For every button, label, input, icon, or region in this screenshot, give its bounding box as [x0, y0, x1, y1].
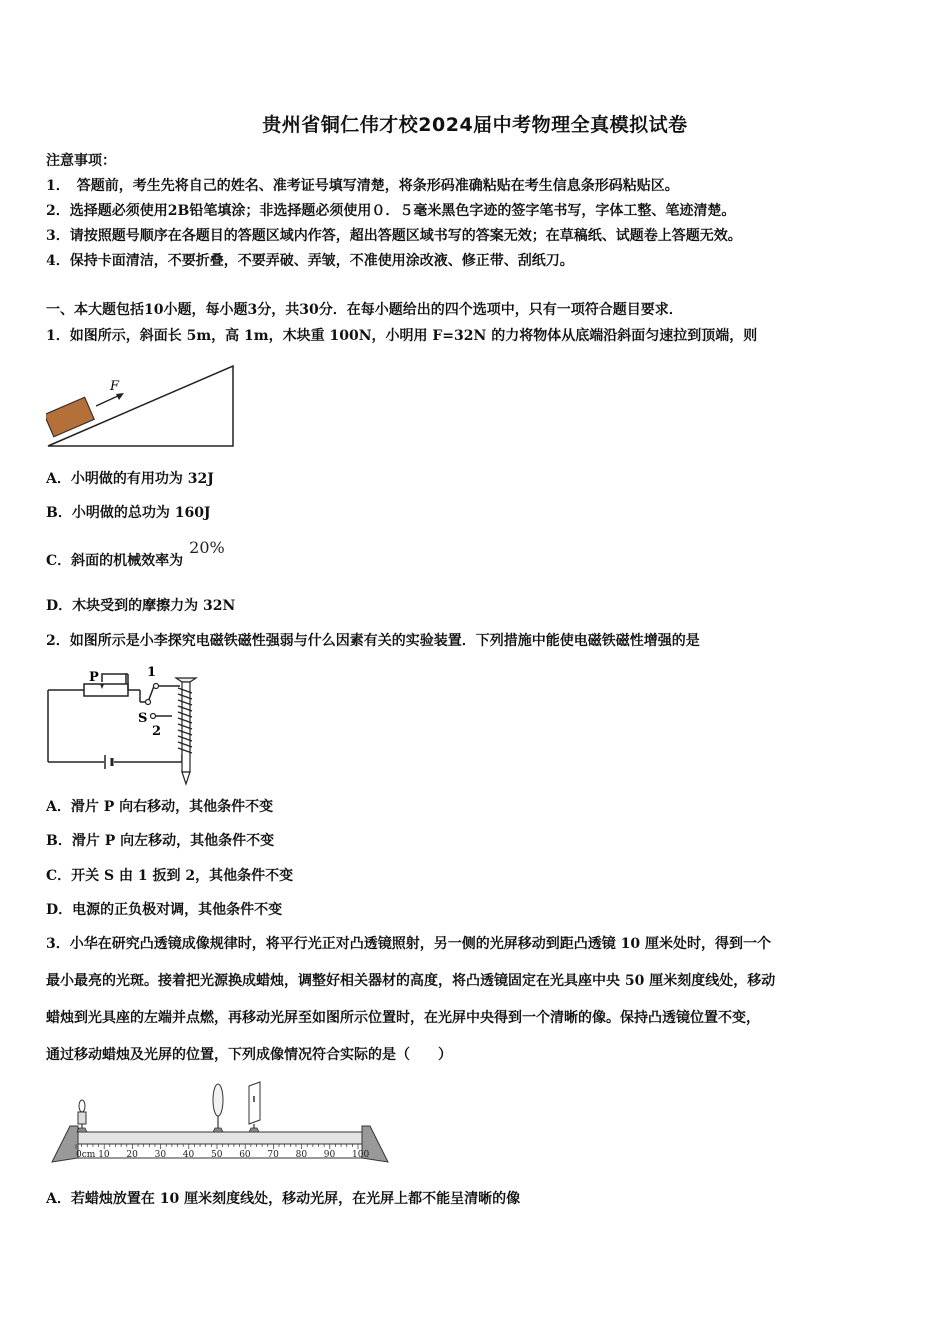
terminal-1-label: 1	[147, 665, 157, 680]
q1-option-c-text: C．斜面的机械效率为	[46, 553, 184, 569]
force-label: F	[110, 379, 120, 394]
ruler-label: 60	[239, 1150, 251, 1160]
q2-option-a[interactable]: A．滑片 P 向右移动，其他条件不变	[46, 799, 274, 815]
notice-item-1: 1． 答题前，考生先将自己的姓名、准考证号填写清楚，将条形码准确粘贴在考生信息条形码粘贴区。	[46, 178, 679, 194]
ruler-label: 10	[98, 1150, 110, 1160]
ruler-label: 90	[323, 1150, 336, 1160]
incline-figure	[46, 364, 238, 450]
q1-option-a[interactable]: A．小明做的有用功为 32J	[46, 471, 214, 487]
ruler-label: 70	[267, 1150, 279, 1160]
q1-option-c-value: 20%	[189, 538, 225, 557]
ruler-label: 80	[295, 1150, 308, 1160]
bench-rail	[74, 1132, 366, 1144]
section-heading: 一、本大题包括10小题，每小题3分，共30分．在每小题给出的四个选项中，只有一项符合题目要求．	[46, 302, 683, 318]
q3-option-a[interactable]: A．若蜡烛放置在 10 厘米刻度线处，移动光屏，在光屏上都不能呈清晰的像	[46, 1191, 521, 1207]
terminal-2-label: 2	[152, 724, 162, 739]
q2-option-c[interactable]: C．开关 S 由 1 扳到 2，其他条件不变	[46, 868, 294, 884]
ruler-label: 100	[352, 1150, 370, 1160]
q3-stem-line-3: 蜡烛到光具座的左端并点燃，再移动光屏至如图所示位置时，在光屏中央得到一个清晰的像。保持凸透镜位置不变，	[46, 1010, 760, 1026]
left-stand	[52, 1126, 78, 1162]
ruler-label: 50	[211, 1150, 223, 1160]
optical-bench-figure	[48, 1078, 390, 1168]
q3-stem-line-4: 通过移动蜡烛及光屏的位置，下列成像情况符合实际的是（ ）	[46, 1047, 452, 1063]
convex-lens	[213, 1084, 223, 1132]
switch-s-label: S	[138, 711, 148, 726]
q1-option-c[interactable]	[46, 538, 225, 571]
ruler-label: 20	[126, 1150, 138, 1160]
ruler-label: 40	[182, 1150, 195, 1160]
battery	[105, 755, 112, 769]
q1-option-b[interactable]: B．小明做的总功为 160J	[46, 505, 211, 521]
q2-option-b[interactable]: B．滑片 P 向左移动，其他条件不变	[46, 833, 275, 849]
q2-option-d[interactable]: D．电源的正负极对调，其他条件不变	[46, 902, 283, 918]
light-screen	[249, 1082, 260, 1132]
q3-stem-line-1: 3．小华在研究凸透镜成像规律时，将平行光正对凸透镜照射，另一侧的光屏移动到距凸透镜 10 厘米处时，得到一个	[46, 936, 771, 952]
slider-p-label: P	[89, 670, 99, 685]
notice-heading: 注意事项：	[46, 153, 116, 169]
q2-stem: 2．如图所示是小李探究电磁铁磁性强弱与什么因素有关的实验装置．下列措施中能使电磁铁磁性增强的是	[46, 633, 700, 649]
force-arrow	[96, 395, 120, 406]
notice-item-3: 3．请按照题号顺序在各题目的答题区域内作答，超出答题区域书写的答案无效；在草稿纸、试题卷上答题无效。	[46, 228, 742, 244]
ruler-label: 30	[154, 1150, 167, 1160]
rheostat	[84, 684, 128, 696]
q1-stem: 1．如图所示，斜面长 5m，高 1m，木块重 100N，小明用 F=32N 的力将物体从底端沿斜面匀速拉到顶端，则	[46, 328, 758, 344]
notice-item-4: 4．保持卡面清洁，不要折叠，不要弄破、弄皱，不准使用涂改液、修正带、刮纸刀。	[46, 253, 574, 269]
electromagnet-circuit-figure	[44, 660, 204, 788]
page-title: 贵州省铜仁伟才校2024届中考物理全真模拟试卷	[262, 114, 688, 136]
q1-option-d[interactable]: D．木块受到的摩擦力为 32N	[46, 598, 236, 614]
q3-stem-line-2: 最小最亮的光斑。接着把光源换成蜡烛，调整好相关器材的高度，将凸透镜固定在光具座中央 50 厘米刻度线处，移动	[46, 973, 776, 989]
ruler-label: 0cm	[76, 1150, 96, 1160]
notice-item-2: 2．选择题必须使用2B铅笔填涂；非选择题必须使用０．５毫米黑色字迹的签字笔书写，字体工整、笔迹清楚。	[46, 203, 736, 219]
